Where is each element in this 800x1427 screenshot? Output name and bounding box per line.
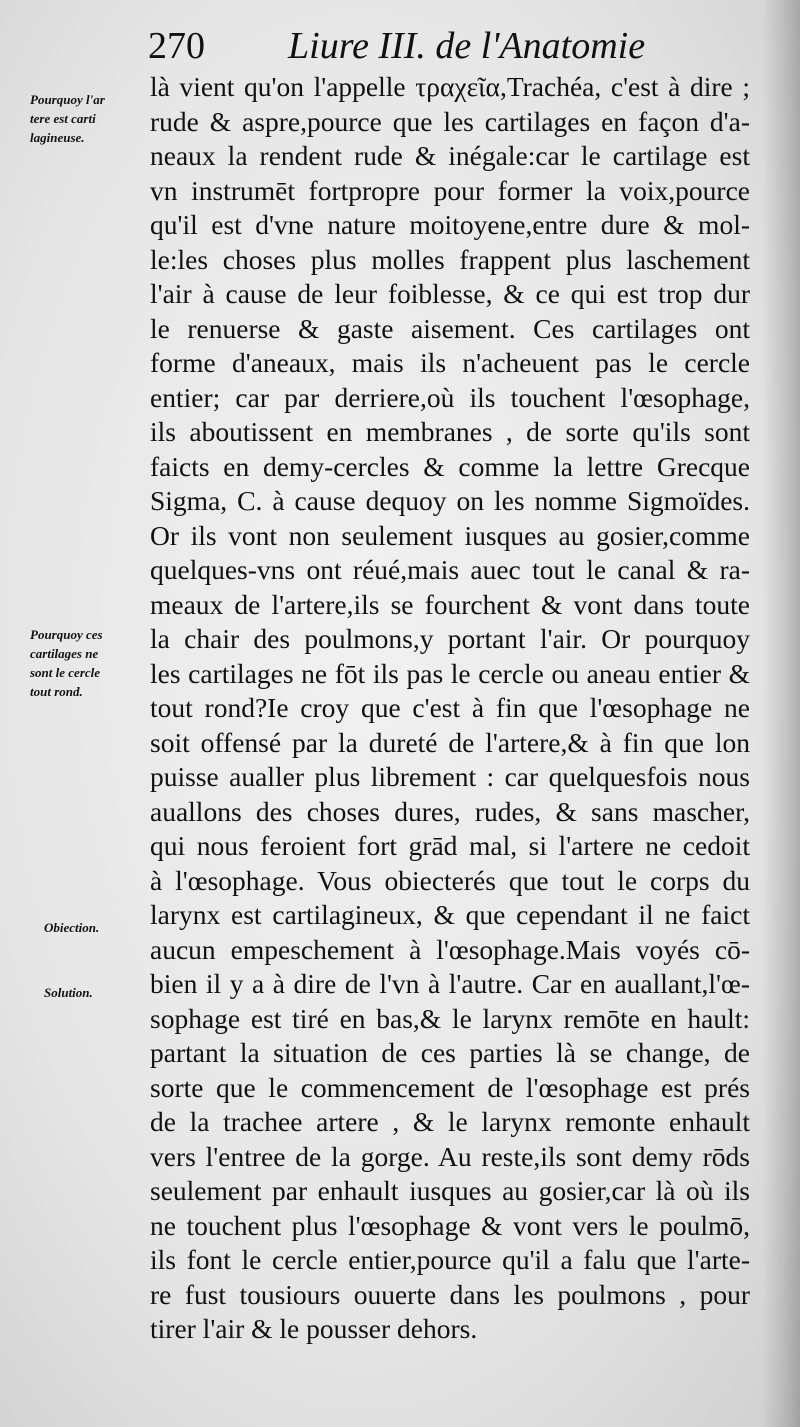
text-line: soit offensé par la dureté de l'artere,& à fin que lon bbox=[150, 726, 750, 758]
margin-note-line: Pourquoy l'ar bbox=[30, 92, 105, 107]
margin-note-line: sont le cercle bbox=[30, 665, 101, 680]
text-line: à l'œsophage. Vous obiecterés que tout le corps du bbox=[150, 864, 750, 896]
text-line: vn instrumēt fortpropre pour former la voix,pource bbox=[150, 174, 750, 206]
text-line: Or ils vont non seulement iusques au gosier,comme bbox=[150, 519, 750, 551]
margin-note-line: Solution. bbox=[44, 985, 93, 1000]
text-line: la chair des poulmons,y portant l'air. Or pourquoy bbox=[150, 623, 750, 654]
text-line: puisse aualler plus librement : car quelquesfois nous bbox=[150, 761, 750, 792]
page-edge-shadow bbox=[762, 0, 800, 1427]
text-line: aucun empeschement à l'œsophage.Mais voyés cō- bbox=[150, 933, 750, 965]
margin-note-line: tout rond. bbox=[30, 684, 83, 699]
text-line: Sigma, Ϲ. à cause dequoy on les nomme Sigmoïdes. bbox=[150, 485, 750, 516]
text-line: bien il y a à dire de l'vn à l'autre. Car en auallant,l'œ- bbox=[150, 968, 750, 999]
margin-note-solution bbox=[44, 983, 162, 1002]
page-number: 270 bbox=[148, 25, 205, 67]
text-line: le:les choses plus molles frappent plus laschement bbox=[150, 243, 750, 275]
text-line: les cartilages ne fōt ils pas le cercle ou aneau entier & bbox=[150, 657, 750, 689]
text-line: tirer l'air & le pousser dehors. bbox=[150, 1313, 478, 1344]
text-line: vers l'entree de la gorge. Au reste,ils sont demy rōds bbox=[150, 1140, 750, 1172]
text-line: partant la situation de ces parties là se change, de bbox=[150, 1037, 750, 1068]
page-header bbox=[148, 20, 648, 70]
running-title: Liure III. de l'Anatomie bbox=[288, 25, 646, 67]
text-line: seulement par enhault iusques au gosier,car là où ils bbox=[150, 1175, 750, 1206]
text-line: ne touchent plus l'œsophage & vont vers le poulmō, bbox=[150, 1209, 750, 1241]
text-line: larynx est cartilagineux, & que cependant il ne faict bbox=[150, 899, 750, 930]
text-line: ils aboutissent en membranes , de sorte qu'ils sont bbox=[150, 416, 750, 447]
text-line: sorte que le commencement de l'œsophage est prés bbox=[150, 1071, 750, 1103]
margin-note-line: Obiection. bbox=[44, 920, 100, 935]
text-line: tout rond?Ie croy que c'est à fin que l'œsophage ne bbox=[150, 692, 750, 723]
text-line: re fust tousiours ouuerte dans les poulmons , pour bbox=[150, 1278, 750, 1310]
text-line: l'air à cause de leur foiblesse, & ce qui est trop dur bbox=[150, 278, 750, 309]
margin-note-pourquoy-artere bbox=[30, 90, 148, 147]
text-line: entier; car par derriere,où ils touchent l'œsophage, bbox=[150, 381, 750, 413]
body-text bbox=[150, 70, 750, 1347]
text-line: quelques-vns ont réué,mais auec tout le canal & ra- bbox=[150, 554, 750, 585]
text-line: ils font le cercle entier,pource qu'il a falu que l'arte- bbox=[150, 1244, 750, 1275]
margin-note-obiection bbox=[44, 918, 162, 937]
margin-note-line: cartilages ne bbox=[30, 646, 99, 661]
text-line: qu'il est d'vne nature moitoyene,entre dure & mol- bbox=[150, 209, 750, 240]
text-line: faicts en demy-cercles & comme la lettre Grecque bbox=[150, 450, 750, 482]
margin-note-line: tere est carti bbox=[30, 111, 96, 126]
text-line: là vient qu'on l'appelle τραχεῖα,Trachéa, c'est à dire ; bbox=[150, 71, 750, 102]
text-line: qui nous feroient fort grād mal, si l'artere ne cedoit bbox=[150, 830, 750, 861]
margin-note-line: lagineuse. bbox=[30, 130, 85, 145]
text-line: de la trachee artere , & le larynx remonte enhault bbox=[150, 1106, 750, 1137]
text-line: forme d'aneaux, mais ils n'acheuent pas le cercle bbox=[150, 347, 750, 378]
text-line: neaux la rendent rude & inégale:car le cartilage est bbox=[150, 140, 750, 171]
text-line: le renuerse & gaste aisement. Ces cartilages ont bbox=[150, 312, 750, 344]
text-line: auallons des choses dures, rudes, & sans mascher, bbox=[150, 795, 750, 827]
text-line: sophage est tiré en bas,& le larynx remōte en hault: bbox=[150, 1002, 750, 1034]
text-line: meaux de l'artere,ils se fourchent & vont dans toute bbox=[150, 588, 750, 620]
text-line: rude & aspre,pource que les cartilages en façon d'a- bbox=[150, 105, 750, 137]
margin-note-pourquoy-cartilages bbox=[30, 625, 148, 701]
margin-note-line: Pourquoy ces bbox=[30, 627, 103, 642]
